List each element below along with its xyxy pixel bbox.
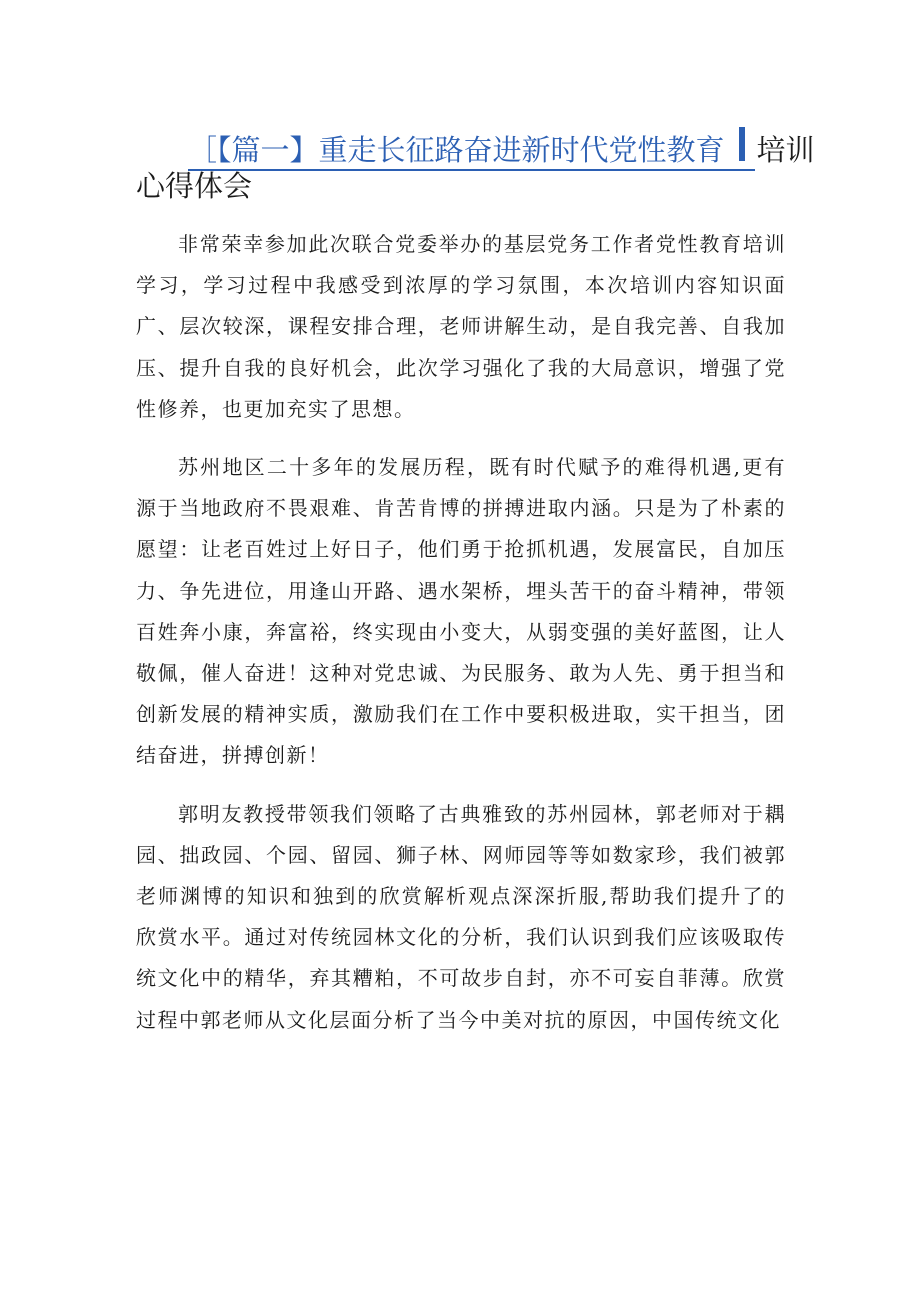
title-link-text: ［【篇一】重走长征路奋进新时代党性教育 [188, 133, 725, 167]
title-link[interactable] [188, 131, 755, 171]
title-bar-mark [739, 127, 745, 161]
paragraph: 郭明友教授带领我们领略了古典雅致的苏州园林，郭老师对于耦园、拙政园、个园、留园、狮子林、网师园等等如数家珍，我们被郭老师渊博的知识和独到的欣赏解析观点深深折服,帮助我们提升了的欣赏水平。通过对传统园林文化的分析，我们认识到我们应该吸取传统文化中的精华，弃其糟粕，不可故步自封，亦不可妄自菲薄。欣赏过程中郭老师从文化层面分析了当今中美对抗的原因，中国传统文化 [136, 801, 786, 1032]
document-title [188, 124, 815, 176]
document-body [136, 224, 786, 1041]
document-title-line2: 心得体会 [136, 169, 253, 203]
paragraph: 苏州地区二十多年的发展历程，既有时代赋予的难得机遇,更有源于当地政府不畏艰难、肯苦肯博的拼搏进取内涵。只是为了朴素的愿望：让老百姓过上好日子，他们勇于抢抓机遇，发展富民，自加压力、争先进位，用逢山开路、遇水架桥，埋头苦干的奋斗精神，带领百姓奔小康，奔富裕，终实现由小变大，从弱变强的美好蓝图，让人敬佩，催人奋进！这种对党忠诚、为民服务、敢为人先、勇于担当和创新发展的精神实质，激励我们在工作中要积极进取，实干担当，团结奋进，拼搏创新！ [136, 455, 786, 768]
paragraph: 非常荣幸参加此次联合党委举办的基层党务工作者党性教育培训学习，学习过程中我感受到浓厚的学习氛围，本次培训内容知识面广、层次较深，课程安排合理，老师讲解生动，是自我完善、自我加压、提升自我的良好机会，此次学习强化了我的大局意识，增强了党性修养，也更加充实了思想。 [136, 232, 786, 421]
title-rest: 培训 [756, 133, 815, 167]
